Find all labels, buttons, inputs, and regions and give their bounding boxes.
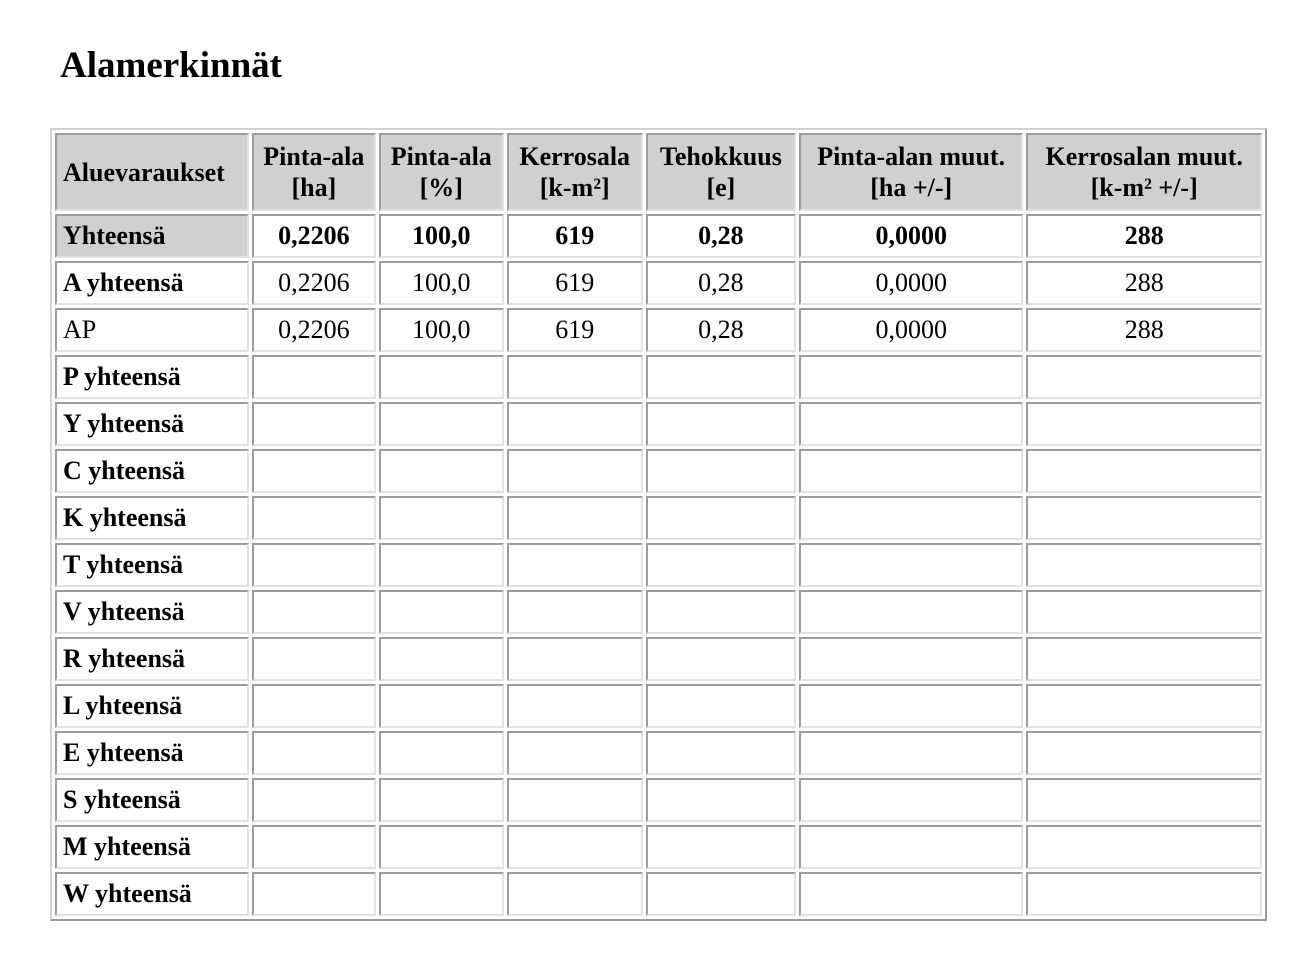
- table-cell: 100,0: [379, 261, 504, 305]
- table-cell: [252, 778, 376, 822]
- table-cell: 619: [507, 214, 643, 258]
- table-cell: [1026, 684, 1262, 728]
- table-cell: [252, 731, 376, 775]
- header-aluevaraukset: [55, 133, 249, 211]
- table-cell: [507, 637, 643, 681]
- table-cell: [1026, 590, 1262, 634]
- table-row: [55, 402, 1262, 446]
- table-cell: [799, 778, 1023, 822]
- table-cell: 619: [507, 261, 643, 305]
- header-label: Kerrosala: [519, 142, 631, 171]
- table-cell: 0,2206: [252, 214, 376, 258]
- row-label: K yhteensä: [55, 496, 249, 540]
- header-label: Pinta-ala: [390, 142, 492, 171]
- row-label: Y yhteensä: [55, 402, 249, 446]
- table-row: [55, 355, 1262, 399]
- table-cell: [507, 355, 643, 399]
- row-label: Yhteensä: [55, 214, 249, 258]
- table-row: [55, 778, 1262, 822]
- table-cell: [507, 402, 643, 446]
- header-unit: [ha]: [291, 173, 337, 202]
- table-cell: [799, 496, 1023, 540]
- row-label: P yhteensä: [55, 355, 249, 399]
- header-pinta-ala-ha: [252, 133, 376, 211]
- table-cell: [799, 731, 1023, 775]
- table-cell: [1026, 825, 1262, 869]
- header-unit: [e]: [706, 173, 736, 202]
- row-label: W yhteensä: [55, 872, 249, 916]
- table-cell: 288: [1026, 214, 1262, 258]
- table-cell: 100,0: [379, 214, 504, 258]
- table-cell: [1026, 778, 1262, 822]
- table-cell: [379, 402, 504, 446]
- table-cell: [1026, 637, 1262, 681]
- table-cell: [252, 872, 376, 916]
- header-label: Kerrosalan muut.: [1045, 142, 1243, 171]
- row-label: V yhteensä: [55, 590, 249, 634]
- table-cell: 288: [1026, 261, 1262, 305]
- table-row: [55, 684, 1262, 728]
- header-pinta-ala-percent: [379, 133, 504, 211]
- table-cell: [1026, 496, 1262, 540]
- table-cell: [646, 825, 796, 869]
- table-cell: [507, 590, 643, 634]
- row-label: A yhteensä: [55, 261, 249, 305]
- table-cell: [507, 778, 643, 822]
- table-cell: [252, 684, 376, 728]
- row-label: C yhteensä: [55, 449, 249, 493]
- table-cell: [379, 825, 504, 869]
- table-cell: 619: [507, 308, 643, 352]
- table-cell: [379, 543, 504, 587]
- table-row: [55, 590, 1262, 634]
- table-cell: [1026, 731, 1262, 775]
- table-cell: [252, 637, 376, 681]
- table-cell: [507, 872, 643, 916]
- table-cell: [379, 637, 504, 681]
- header-unit: [k-m² +/-]: [1090, 173, 1198, 202]
- table-cell: [379, 731, 504, 775]
- table-cell: [1026, 355, 1262, 399]
- table-cell: [646, 449, 796, 493]
- table-cell: [646, 355, 796, 399]
- header-unit: [k-m²]: [539, 173, 610, 202]
- table-cell: [646, 637, 796, 681]
- header-label: Aluevaraukset: [63, 157, 225, 187]
- header-label: Pinta-ala: [263, 142, 365, 171]
- table-cell: [799, 449, 1023, 493]
- table-cell: [379, 684, 504, 728]
- table-cell: 0,2206: [252, 308, 376, 352]
- table-cell: [799, 872, 1023, 916]
- table-cell: [507, 449, 643, 493]
- table-row: [55, 449, 1262, 493]
- table-cell: [646, 402, 796, 446]
- table-row: [55, 308, 1262, 352]
- table-cell: [252, 449, 376, 493]
- table-cell: [379, 355, 504, 399]
- table-cell: 288: [1026, 308, 1262, 352]
- row-label: M yhteensä: [55, 825, 249, 869]
- header-kerrosalan-muut: [1026, 133, 1262, 211]
- table-cell: [507, 825, 643, 869]
- table-cell: [1026, 872, 1262, 916]
- header-kerrosala: [507, 133, 643, 211]
- table-cell: [379, 778, 504, 822]
- table-cell: [507, 731, 643, 775]
- table-cell: 0,0000: [799, 214, 1023, 258]
- table-cell: [646, 872, 796, 916]
- table-cell: [799, 637, 1023, 681]
- table-cell: [252, 496, 376, 540]
- table-cell: [799, 355, 1023, 399]
- table-row: [55, 261, 1262, 305]
- table-cell: [646, 543, 796, 587]
- header-unit: [ha +/-]: [870, 173, 953, 202]
- table-cell: [646, 684, 796, 728]
- header-label: Pinta-alan muut.: [817, 142, 1006, 171]
- page-title: Alamerkinnät: [60, 45, 282, 86]
- table-cell: [799, 825, 1023, 869]
- table-cell: [507, 496, 643, 540]
- table-row: [55, 872, 1262, 916]
- header-row: [55, 133, 1262, 211]
- table-row-total: [55, 214, 1262, 258]
- table-cell: [379, 872, 504, 916]
- table-cell: 0,2206: [252, 261, 376, 305]
- row-label: R yhteensä: [55, 637, 249, 681]
- table-row: [55, 637, 1262, 681]
- table-cell: [379, 496, 504, 540]
- row-label: T yhteensä: [55, 543, 249, 587]
- header-tehokkuus: [646, 133, 796, 211]
- table-cell: [252, 355, 376, 399]
- table-cell: [252, 590, 376, 634]
- table-cell: [646, 590, 796, 634]
- row-label: AP: [55, 308, 249, 352]
- table-cell: 0,28: [646, 308, 796, 352]
- header-unit: [%]: [419, 173, 463, 202]
- table-cell: [1026, 449, 1262, 493]
- row-label: S yhteensä: [55, 778, 249, 822]
- table-cell: [1026, 543, 1262, 587]
- table-row: [55, 496, 1262, 540]
- table-cell: 0,0000: [799, 261, 1023, 305]
- table-cell: 0,28: [646, 214, 796, 258]
- table-row: [55, 543, 1262, 587]
- table-cell: [1026, 402, 1262, 446]
- table-cell: [507, 684, 643, 728]
- header-pinta-alan-muut: [799, 133, 1023, 211]
- table-cell: [379, 590, 504, 634]
- row-label: L yhteensä: [55, 684, 249, 728]
- table-cell: [252, 825, 376, 869]
- table-cell: 100,0: [379, 308, 504, 352]
- table-cell: [799, 402, 1023, 446]
- table-cell: [507, 543, 643, 587]
- area-reservations-table: [50, 128, 1267, 921]
- table-cell: [252, 402, 376, 446]
- table-cell: [799, 543, 1023, 587]
- table-cell: 0,0000: [799, 308, 1023, 352]
- table-cell: [799, 684, 1023, 728]
- table-cell: 0,28: [646, 261, 796, 305]
- table-cell: [799, 590, 1023, 634]
- table-cell: [379, 449, 504, 493]
- table-cell: [646, 731, 796, 775]
- table-row: [55, 731, 1262, 775]
- header-label: Tehokkuus: [659, 142, 782, 171]
- table-row: [55, 825, 1262, 869]
- table-cell: [646, 496, 796, 540]
- table-cell: [646, 778, 796, 822]
- row-label: E yhteensä: [55, 731, 249, 775]
- table-cell: [252, 543, 376, 587]
